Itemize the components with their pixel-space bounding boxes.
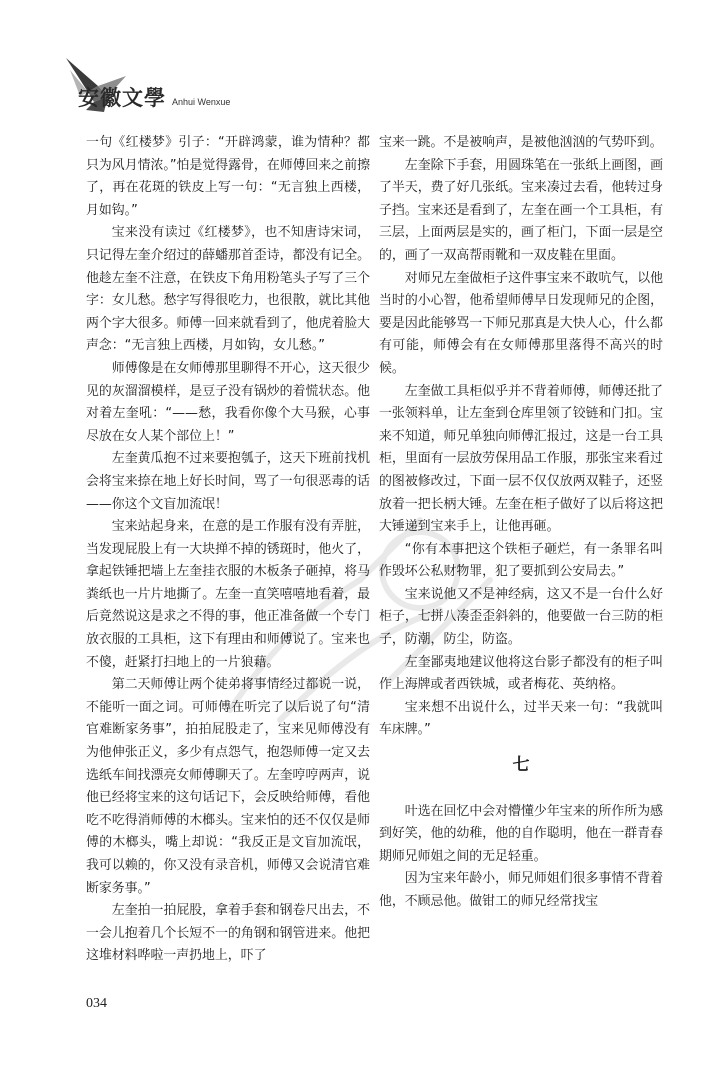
paragraph: 第二天师傅让两个徒弟将事情经过都说一说，不能听一面之词。可师傅在听完了以后说了句“清官难断家务事”，拍拍屁股走了，宝来见师傅没有为他伸张正义，多少有点怨气，抱怨师傅一定又去选纸车间找漂亮女师傅聊天了。左奎哼哼两声，说他已经将宝来的这句话记下，会反映给师傅，看他吃不吃得消师傅的木榔头。宝来怕的还不仅仅是师傅的木榔头，嘴上却说：“我反正是文盲加流氓，我可以赖的，你又没有录音机，师傅又会说清官难断家务事。”: [86, 677, 370, 896]
paragraph: 左奎除下手套，用圆珠笔在一张纸上画图，画了半天，费了好几张纸。宝来凑过去看，他转过身子挡。宝来还是看到了，左奎在画一个工具柜，有三层，上面两层是实的，画了柜门，下面一层是空的，画了一双高帮雨靴和一双皮鞋在里面。: [379, 157, 663, 263]
paragraph: 左奎黄瓜抱不过来要抱瓠子，这天下班前找机会将宝来捺在地上好长时间，骂了一句很恶毒的话——你这个文盲加流氓！: [86, 451, 370, 512]
paragraph: 叶选在回忆中会对懵懂少年宝来的所作所为感到好笑，他的幼稚，他的自作聪明，他在一群青春期师兄师姐之间的无足轻重。: [379, 803, 663, 864]
paragraph: 宝来一跳。不是被响声，是被他汹汹的气势吓到。: [379, 135, 663, 150]
paragraph: 宝来想不出说什么，过半天来一句：“我就叫车床牌。”: [379, 699, 663, 738]
magazine-masthead: [78, 82, 230, 112]
paragraph: 宝来没有读过《红楼梦》，也不知唐诗宋词，只记得左奎介绍过的薛蟠那首歪诗，都没有记全。他趁左奎不注意，在铁皮下角用粉笔头子写了三个字：女儿愁。愁字写得很吃力，也很散，就比其他两个字大很多。师傅一回来就看到了，他虎着脸大声念：“无言独上西楼，月如钩，女儿愁。”: [86, 225, 370, 354]
right-text-column: [379, 132, 663, 914]
paragraph: 师傅像是在女师傅那里聊得不开心，这天很少见的灰溜溜模样，是豆子没有锅炒的着慌状态。他对着左奎吼：“——愁，我看你像个大马猴，心事尽放在女人某个部位上！”: [86, 360, 370, 444]
paragraph: 宝来站起身来，在意的是工作服有没有弄脏，当发现屁股上有一大块掸不掉的锈斑时，他火了，拿起铁锤把墙上左奎挂衣服的木板条子砸掉，将马粪纸也一片片地撕了。左奎一直笑嘻嘻地看着，最后竟然说这是求之不得的事，他正准备做一个专门放衣服的工具柜，这下有理由和师傅说了。宝来也不傻，赶紧打扫地上的一片狼藉。: [86, 519, 370, 670]
paragraph: 左奎做工具柜似乎并不背着师傅，师傅还批了一张领料单，让左奎到仓库里领了铰链和门扣。宝来不知道，师兄单独向师傅汇报过，这是一台工具柜，里面有一层放劳保用品工作服，那张宝来看过的图被修改过，下面一层不仅仅放两双鞋子，还竖放着一把长柄大锤。左奎在柜子做好了以后将这把大锤递到宝来手上，让他再砸。: [379, 383, 663, 535]
paragraph: 左奎鄙夷地建议他将这台影子都没有的柜子叫作上海牌或者西铁城，或者梅花、英纳格。: [379, 654, 663, 693]
left-text-column: [86, 132, 370, 968]
paragraph: “你有本事把这个铁柜子砸烂，有一条罪名叫作毁坏公私财物罪，犯了要抓到公安局去。”: [379, 541, 663, 580]
paragraph: 左奎拍一拍屁股，拿着手套和钢卷尺出去，不一会儿抱着几个长短不一的角钢和钢管进来。他把这堆材料哗啦一声扔地上，吓了: [86, 903, 370, 964]
paragraph: 宝来说他又不是神经病，这又不是一台什么好柜子，七拼八凑歪歪斜斜的，他要做一台三防的柜子，防潮，防尘，防盗。: [379, 586, 663, 648]
magazine-title-chinese: 安徽文學: [78, 85, 166, 110]
paragraph: 因为宝来年龄小，师兄师姐们很多事情不背着他，不顾忌他。做钳工的师兄经常找宝: [379, 871, 663, 909]
chapter-heading: 七: [512, 755, 530, 776]
page-number: 034: [86, 996, 107, 1011]
page-header: [0, 0, 721, 120]
paragraph: 对师兄左奎做柜子这件事宝来不敢吭气，以他当时的小心智，他希望师傅早日发现师兄的企图，要是因此能够骂一下师兄那真是大快人心，什么都有可能，师傅会有在女师傅那里落得不高兴的时候。: [379, 270, 663, 376]
paragraph: 一句《红楼梦》引子：“开辟鸿蒙，谁为情种？都只为风月情浓。”怕是觉得露骨，在师傅回来之前擦了，再在花斑的铁皮上写一句：“无言独上西楼，月如钩。”: [86, 135, 370, 218]
magazine-title-english: Anhui Wenxue: [172, 97, 231, 107]
